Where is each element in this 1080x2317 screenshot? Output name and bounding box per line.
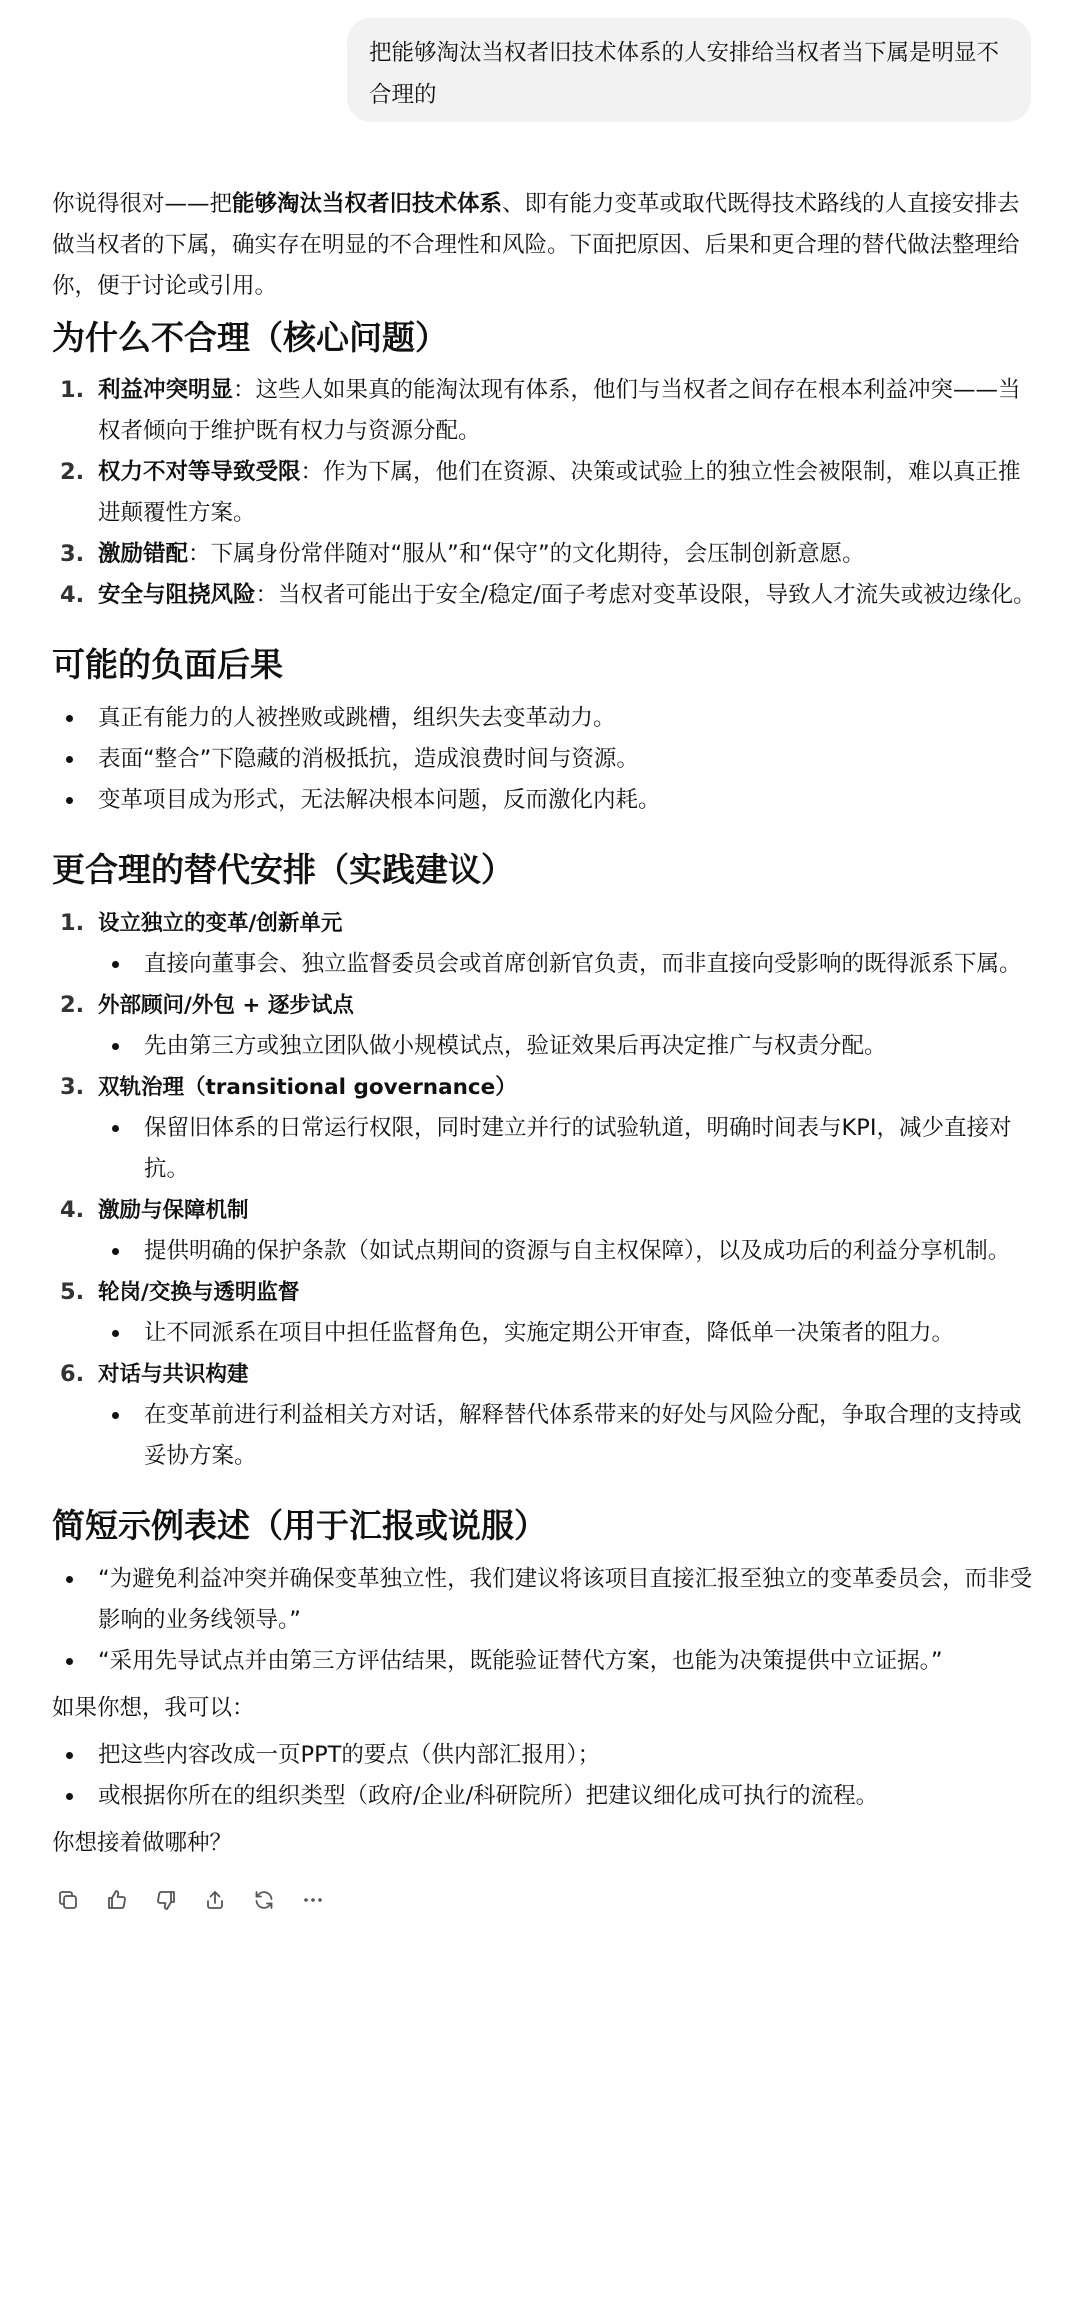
why-item-title: 权力不对等导致受限 — [98, 459, 301, 485]
list-number: 4. — [60, 582, 85, 608]
negative-item — [52, 780, 1040, 821]
why-item — [52, 452, 1040, 534]
thumbs-up-icon — [105, 1888, 129, 1912]
negative-item — [52, 698, 1040, 739]
list-number: 6. — [60, 1361, 85, 1387]
alternatives-list — [52, 903, 1040, 1477]
user-message-text: 把能够淘汰当权者旧技术体系的人安排给当权者当下属是明显不合理的 — [369, 40, 1000, 108]
negative-list — [52, 698, 1040, 821]
intro-text-end: 、即有能力变革或取代既得技术路线的人直接安排去做当权者的下属，确实存在明显的不合理性和风险。下面把原因、后果和更合理的替代做法整理给你，便于讨论或引用。 — [52, 191, 1020, 299]
intro-paragraph — [52, 184, 1040, 307]
examples-list — [52, 1559, 1040, 1682]
why-item-text: ：当权者可能出于安全/稳定/面子考虑对变革设限，导致人才流失或被边缘化。 — [255, 582, 1036, 608]
regenerate-button[interactable] — [250, 1887, 277, 1914]
bullet-dot — [112, 1248, 119, 1255]
bullet-dot — [66, 715, 73, 722]
example-item — [52, 1641, 1040, 1682]
why-item-title: 利益冲突明显 — [98, 377, 234, 403]
alternative-item — [52, 1272, 1040, 1313]
alternative-title: 对话与共识构建 — [98, 1362, 249, 1387]
alternative-title: 双轨治理（transitional governance） — [98, 1075, 517, 1100]
list-number: 3. — [60, 1074, 85, 1100]
alternative-item — [52, 1354, 1040, 1395]
list-number: 1. — [60, 377, 85, 403]
example-text: “采用先导试点并由第三方评估结果，既能验证替代方案，也能为决策提供中立证据。” — [98, 1648, 943, 1674]
bullet-dot — [112, 961, 119, 968]
followup-item — [52, 1735, 1040, 1776]
why-item — [52, 370, 1040, 452]
list-number: 2. — [60, 992, 85, 1018]
alternative-item — [52, 1190, 1040, 1231]
alternative-subitem — [52, 1231, 1040, 1272]
why-list — [52, 370, 1040, 616]
thumbs-up-button[interactable] — [103, 1887, 130, 1914]
alternative-detail: 让不同派系在项目中担任监督角色，实施定期公开审查，降低单一决策者的阻力。 — [144, 1320, 955, 1346]
share-icon — [203, 1888, 227, 1912]
share-button[interactable] — [201, 1887, 228, 1914]
why-item-text: ：作为下属，他们在资源、决策或试验上的独立性会被限制，难以真正推进颠覆性方案。 — [98, 459, 1021, 526]
bullet-dot — [112, 1125, 119, 1132]
intro-text-start: 你说得很对——把 — [52, 191, 233, 217]
alternative-item — [52, 903, 1040, 944]
alternative-title: 轮岗/交换与透明监督 — [98, 1280, 300, 1305]
followup-item-text: 把这些内容改成一页PPT的要点（供内部汇报用）； — [98, 1742, 601, 1768]
message-actions-bar — [52, 1882, 1040, 1918]
why-item-title: 激励错配 — [98, 541, 189, 567]
followup-list — [52, 1735, 1040, 1817]
alternative-subitem — [52, 1313, 1040, 1354]
bullet-dot — [112, 1412, 119, 1419]
followup-item — [52, 1776, 1040, 1817]
why-item-text: ：下属身份常伴随对“服从”和“保守”的文化期待，会压制创新意愿。 — [188, 541, 865, 567]
alternative-subitem — [52, 1026, 1040, 1067]
user-message-bubble — [347, 18, 1031, 122]
regenerate-icon — [252, 1888, 276, 1912]
followup-intro: 如果你想，我可以： — [52, 1695, 255, 1721]
example-item — [52, 1559, 1040, 1641]
bullet-dot — [66, 1752, 73, 1759]
why-item — [52, 534, 1040, 575]
negative-item — [52, 739, 1040, 780]
example-text: “为避免利益冲突并确保变革独立性，我们建议将该项目直接汇报至独立的变革委员会，而非受影响的业务线领导。” — [98, 1566, 1033, 1633]
followup-item-text: 或根据你所在的组织类型（政府/企业/科研院所）把建议细化成可执行的流程。 — [98, 1783, 879, 1809]
more-options-button[interactable] — [299, 1887, 326, 1914]
alternative-detail: 保留旧体系的日常运行权限，同时建立并行的试验轨道，明确时间表与KPI，减少直接对抗。 — [144, 1115, 1012, 1182]
bullet-dot — [66, 1658, 73, 1665]
more-icon — [301, 1888, 325, 1912]
heading-alternatives: 更合理的替代安排（实践建议） — [52, 850, 514, 889]
bullet-dot — [66, 1576, 73, 1583]
followup-question: 你想接着做哪种？ — [52, 1830, 233, 1856]
alternative-detail: 直接向董事会、独立监督委员会或首席创新官负责，而非直接向受影响的既得派系下属。 — [144, 951, 1022, 977]
why-item-text: ：这些人如果真的能淘汰现有体系，他们与当权者之间存在根本利益冲突——当权者倾向于维护既有权力与资源分配。 — [98, 377, 1021, 444]
heading-examples: 简短示例表述（用于汇报或说服） — [52, 1506, 547, 1545]
bullet-dot — [66, 756, 73, 763]
copy-button[interactable] — [54, 1887, 81, 1914]
negative-item-text: 变革项目成为形式，无法解决根本问题，反而激化内耗。 — [98, 787, 661, 813]
alternative-subitem — [52, 1395, 1040, 1477]
heading-why: 为什么不合理（核心问题） — [52, 318, 448, 357]
thumbs-down-button[interactable] — [152, 1887, 179, 1914]
alternative-title: 外部顾问/外包 + 逐步试点 — [98, 993, 354, 1018]
copy-icon — [56, 1888, 80, 1912]
heading-negative: 可能的负面后果 — [52, 645, 283, 684]
alternative-item — [52, 985, 1040, 1026]
why-item-title: 安全与阻挠风险 — [98, 582, 256, 608]
negative-item-text: 表面“整合”下隐藏的消极抵抗，造成浪费时间与资源。 — [98, 746, 639, 772]
alternative-subitem — [52, 1108, 1040, 1190]
alternative-title: 设立独立的变革/创新单元 — [98, 911, 343, 936]
list-number: 2. — [60, 459, 85, 485]
bullet-dot — [112, 1043, 119, 1050]
list-number: 3. — [60, 541, 85, 567]
why-item — [52, 575, 1040, 616]
assistant-response — [52, 184, 1040, 1918]
bullet-dot — [66, 1793, 73, 1800]
bullet-dot — [66, 797, 73, 804]
alternative-subitem — [52, 944, 1040, 985]
alternative-detail: 在变革前进行利益相关方对话，解释替代体系带来的好处与风险分配，争取合理的支持或妥协方案。 — [144, 1402, 1022, 1469]
thumbs-down-icon — [154, 1888, 178, 1912]
alternative-detail: 先由第三方或独立团队做小规模试点，验证效果后再决定推广与权责分配。 — [144, 1033, 887, 1059]
list-number: 5. — [60, 1279, 85, 1305]
list-number: 1. — [60, 910, 85, 936]
alternative-title: 激励与保障机制 — [98, 1198, 249, 1223]
alternative-detail: 提供明确的保护条款（如试点期间的资源与自主权保障），以及成功后的利益分享机制。 — [144, 1238, 1011, 1264]
bullet-dot — [112, 1330, 119, 1337]
negative-item-text: 真正有能力的人被挫败或跳槽，组织失去变革动力。 — [98, 705, 616, 731]
alternative-item — [52, 1067, 1040, 1108]
intro-bold-text: 能够淘汰当权者旧技术体系 — [232, 191, 503, 217]
list-number: 4. — [60, 1197, 85, 1223]
